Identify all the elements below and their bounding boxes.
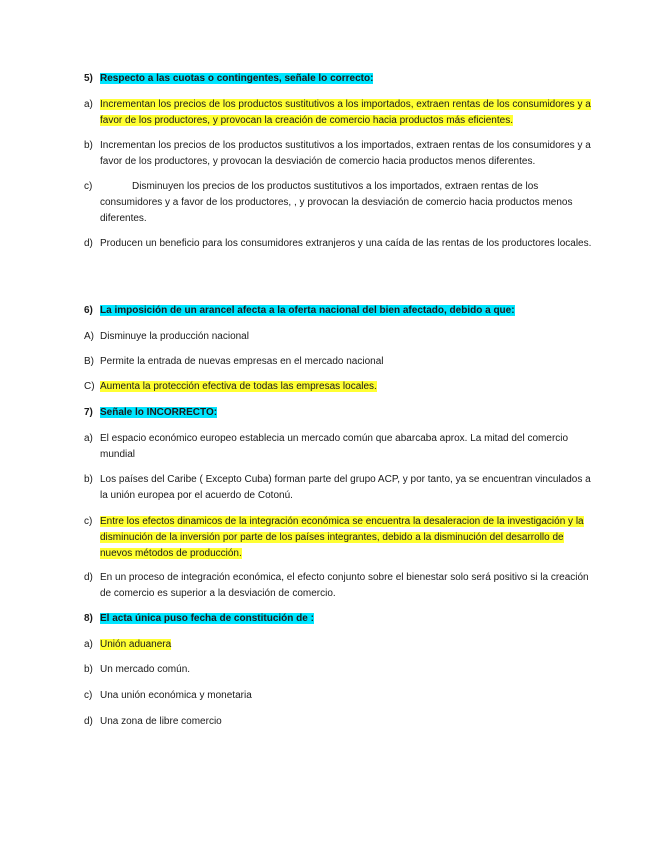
- option-5a: [84, 97, 597, 129]
- option-text: Permite la entrada de nuevas empresas en el mercado nacional: [100, 356, 384, 367]
- option-7b: [84, 472, 597, 504]
- option-text: Producen un beneficio para los consumidores extranjeros y una caída de las rentas de los productores locales.: [100, 238, 592, 249]
- option-text: Incrementan los precios de los productos sustitutivos a los importados, extraen rentas de los consumidores y a favor de los productores, y provocan la creación de comercio hacia productos más eficientes.: [100, 99, 591, 126]
- option-8b: [84, 662, 597, 678]
- option-6c: [84, 379, 597, 395]
- option-5b: [84, 138, 597, 170]
- option-8c: [84, 688, 597, 704]
- question-7: [84, 405, 597, 421]
- option-text: Los países del Caribe ( Excepto Cuba) forman parte del grupo ACP, y por tanto, ya se encuentran vinculados a la unión europea por el acuerdo de Cotonú.: [100, 474, 591, 501]
- option-label: d): [84, 238, 93, 249]
- question-text: La imposición de un arancel afecta a la oferta nacional del bien afectado, debido a que:: [100, 305, 515, 316]
- option-7d: [84, 570, 597, 602]
- option-text: Una zona de libre comercio: [100, 716, 222, 727]
- option-text: Aumenta la protección efectiva de todas las empresas locales.: [100, 381, 377, 392]
- option-label: c): [84, 181, 93, 192]
- question-5: [84, 71, 597, 87]
- option-7c: [84, 514, 597, 562]
- option-8a: [84, 637, 597, 653]
- option-text: Entre los efectos dinamicos de la integración económica se encuentra la desaleracion de la investigación y la disminución de la inversión por parte de los países integrantes, debido a la disminución del desarrollo de nuevos métodos de producción.: [100, 516, 584, 559]
- question-6: [84, 303, 597, 319]
- option-8d: [84, 714, 597, 730]
- option-label: a): [84, 639, 93, 650]
- option-label: c): [84, 690, 93, 701]
- option-text: Disminuyen los precios de los productos sustitutivos a los importados, extraen rentas de los consumidores y a favor de los productores, , y provocan la desviación de comercio hacia productos menos diferentes.: [100, 181, 573, 224]
- option-text: El espacio económico europeo establecia un mercado común que abarcaba aprox. La mitad del comercio mundial: [100, 433, 569, 460]
- question-number: 8): [84, 613, 93, 624]
- question-number: 6): [84, 305, 93, 316]
- option-label: a): [84, 433, 93, 444]
- option-text: Incrementan los precios de los productos sustitutivos a los importados, extraen rentas de los consumidores y a favor de los productores, y provocan la desviación de comercio hacia productos menos diferentes.: [100, 140, 591, 167]
- option-6b: [84, 354, 597, 370]
- option-text: Una unión económica y monetaria: [100, 690, 252, 701]
- option-text: En un proceso de integración económica, el efecto conjunto sobre el bienestar solo será positivo si la creación de comercio es superior a la desviación de comercio.: [100, 572, 589, 599]
- option-label: a): [84, 99, 93, 110]
- option-text: Disminuye la producción nacional: [100, 331, 249, 342]
- question-text: Respecto a las cuotas o contingentes, señale lo correcto:: [100, 73, 374, 84]
- option-text: Unión aduanera: [100, 639, 172, 650]
- option-label: b): [84, 140, 93, 151]
- question-8: [84, 611, 597, 627]
- option-label: A): [84, 331, 94, 342]
- option-label: d): [84, 716, 93, 727]
- option-label: B): [84, 356, 94, 367]
- option-label: d): [84, 572, 93, 583]
- option-label: b): [84, 664, 93, 675]
- option-label: C): [84, 381, 95, 392]
- question-text: El acta única puso fecha de constitución de :: [100, 613, 314, 624]
- question-text: Señale lo INCORRECTO:: [100, 407, 218, 418]
- option-text: Un mercado común.: [100, 664, 191, 675]
- option-5c: [84, 179, 597, 227]
- option-label: c): [84, 516, 93, 527]
- option-label: b): [84, 474, 93, 485]
- question-number: 7): [84, 407, 93, 418]
- option-7a: [84, 431, 597, 463]
- option-6a: [84, 329, 597, 345]
- option-5d: [84, 236, 597, 252]
- question-number: 5): [84, 73, 93, 84]
